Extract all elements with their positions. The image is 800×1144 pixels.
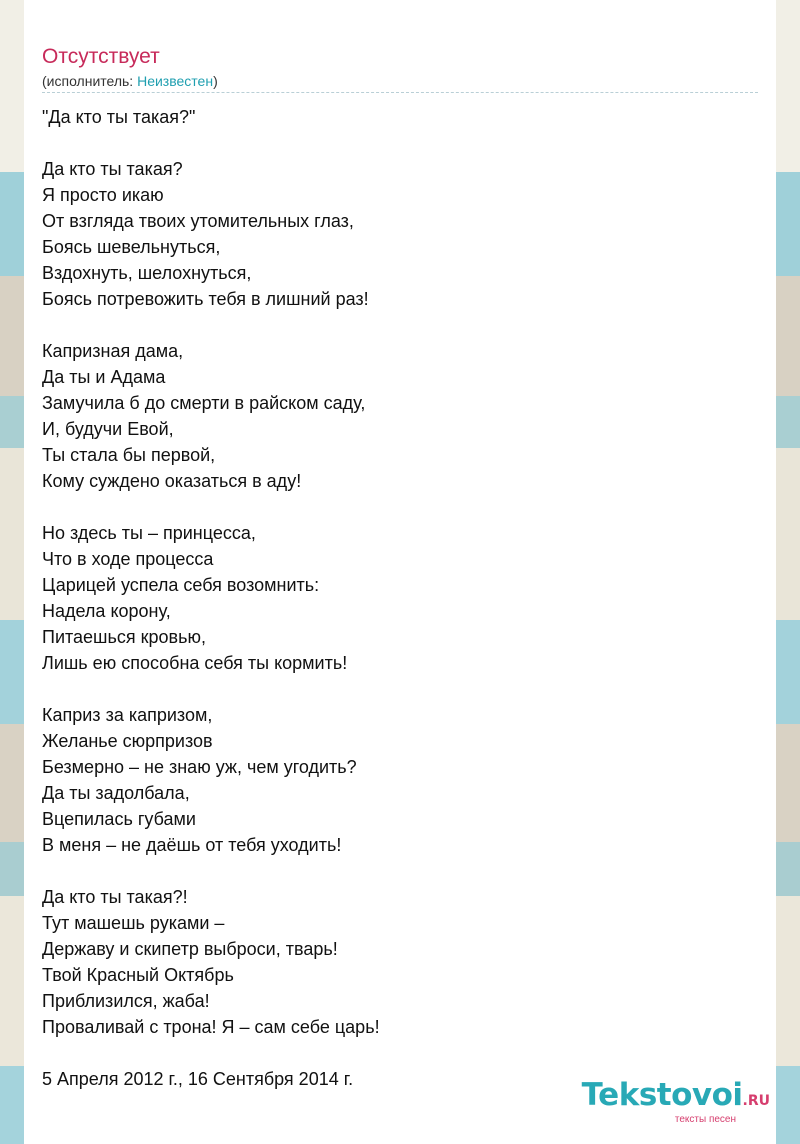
lyric-line: Питаешься кровью,	[42, 627, 206, 647]
artist-prefix: (исполнитель:	[42, 73, 138, 89]
logo-brand	[582, 1078, 770, 1118]
lyric-line: Но здесь ты – принцесса,	[42, 523, 256, 543]
lyric-line: Боясь потревожить тебя в лишний раз!	[42, 289, 369, 309]
lyric-line: Каприз за капризом,	[42, 705, 213, 725]
artist-suffix: )	[213, 73, 218, 89]
lyric-line: И, будучи Евой,	[42, 419, 174, 439]
lyrics-body	[42, 104, 742, 1092]
lyric-line: Тут машешь руками –	[42, 913, 225, 933]
lyric-line: Да кто ты такая?	[42, 159, 183, 179]
stanza-gap	[42, 858, 742, 884]
lyric-line: Приблизился, жаба!	[42, 991, 210, 1011]
lyric-line: Да кто ты такая?!	[42, 887, 188, 907]
stanza-gap	[42, 494, 742, 520]
lyric-line: Царицей успела себя возомнить:	[42, 575, 320, 595]
lyric-line: В меня – не даёшь от тебя уходить!	[42, 835, 342, 855]
lyric-line: Вцепилась губами	[42, 809, 196, 829]
lyric-line: Я просто икаю	[42, 185, 164, 205]
lyric-line: Да ты и Адама	[42, 367, 166, 387]
logo-tagline: тексты песен	[674, 1114, 736, 1125]
stanza-gap	[42, 1040, 742, 1066]
header-divider	[42, 92, 758, 93]
lyric-line: Кому суждено оказаться в аду!	[42, 471, 302, 491]
logo-brand-text: Tekstovoi	[581, 1077, 743, 1113]
lyric-line: Лишь ею способна себя ты кормить!	[42, 653, 348, 673]
lyric-line: Надела корону,	[42, 601, 171, 621]
artist-link[interactable]: Неизвестен	[137, 73, 214, 89]
lyric-line: Ты стала бы первой,	[42, 445, 216, 465]
lyric-line: Боясь шевельнуться,	[42, 237, 221, 257]
lyric-line: Безмерно – не знаю уж, чем угодить?	[42, 757, 357, 777]
artist-line	[42, 72, 218, 90]
stanza-gap	[42, 312, 742, 338]
lyric-line: Проваливай с трона! Я – сам себе царь!	[42, 1017, 380, 1037]
lyric-line: Замучила б до смерти в райском саду,	[42, 393, 366, 413]
song-title: Отсутствует	[42, 45, 160, 68]
logo-tld: .RU	[742, 1093, 770, 1109]
lyric-line: От взгляда твоих утомительных глаз,	[42, 211, 354, 231]
site-logo[interactable]	[582, 1078, 770, 1126]
stanza-gap	[42, 130, 742, 156]
date-line: 5 Апреля 2012 г., 16 Сентября 2014 г.	[42, 1069, 354, 1089]
lyric-line: Державу и скипетр выброси, тварь!	[42, 939, 338, 959]
lyric-line: Твой Красный Октябрь	[42, 965, 234, 985]
lyric-line: Да ты задолбала,	[42, 783, 190, 803]
lyrics-heading: "Да кто ты такая?"	[42, 107, 196, 127]
lyric-line: Что в ходе процесса	[42, 549, 214, 569]
lyric-line: Капризная дама,	[42, 341, 184, 361]
stanza-gap	[42, 676, 742, 702]
lyric-line: Вздохнуть, шелохнуться,	[42, 263, 252, 283]
lyric-line: Желанье сюрпризов	[42, 731, 213, 751]
